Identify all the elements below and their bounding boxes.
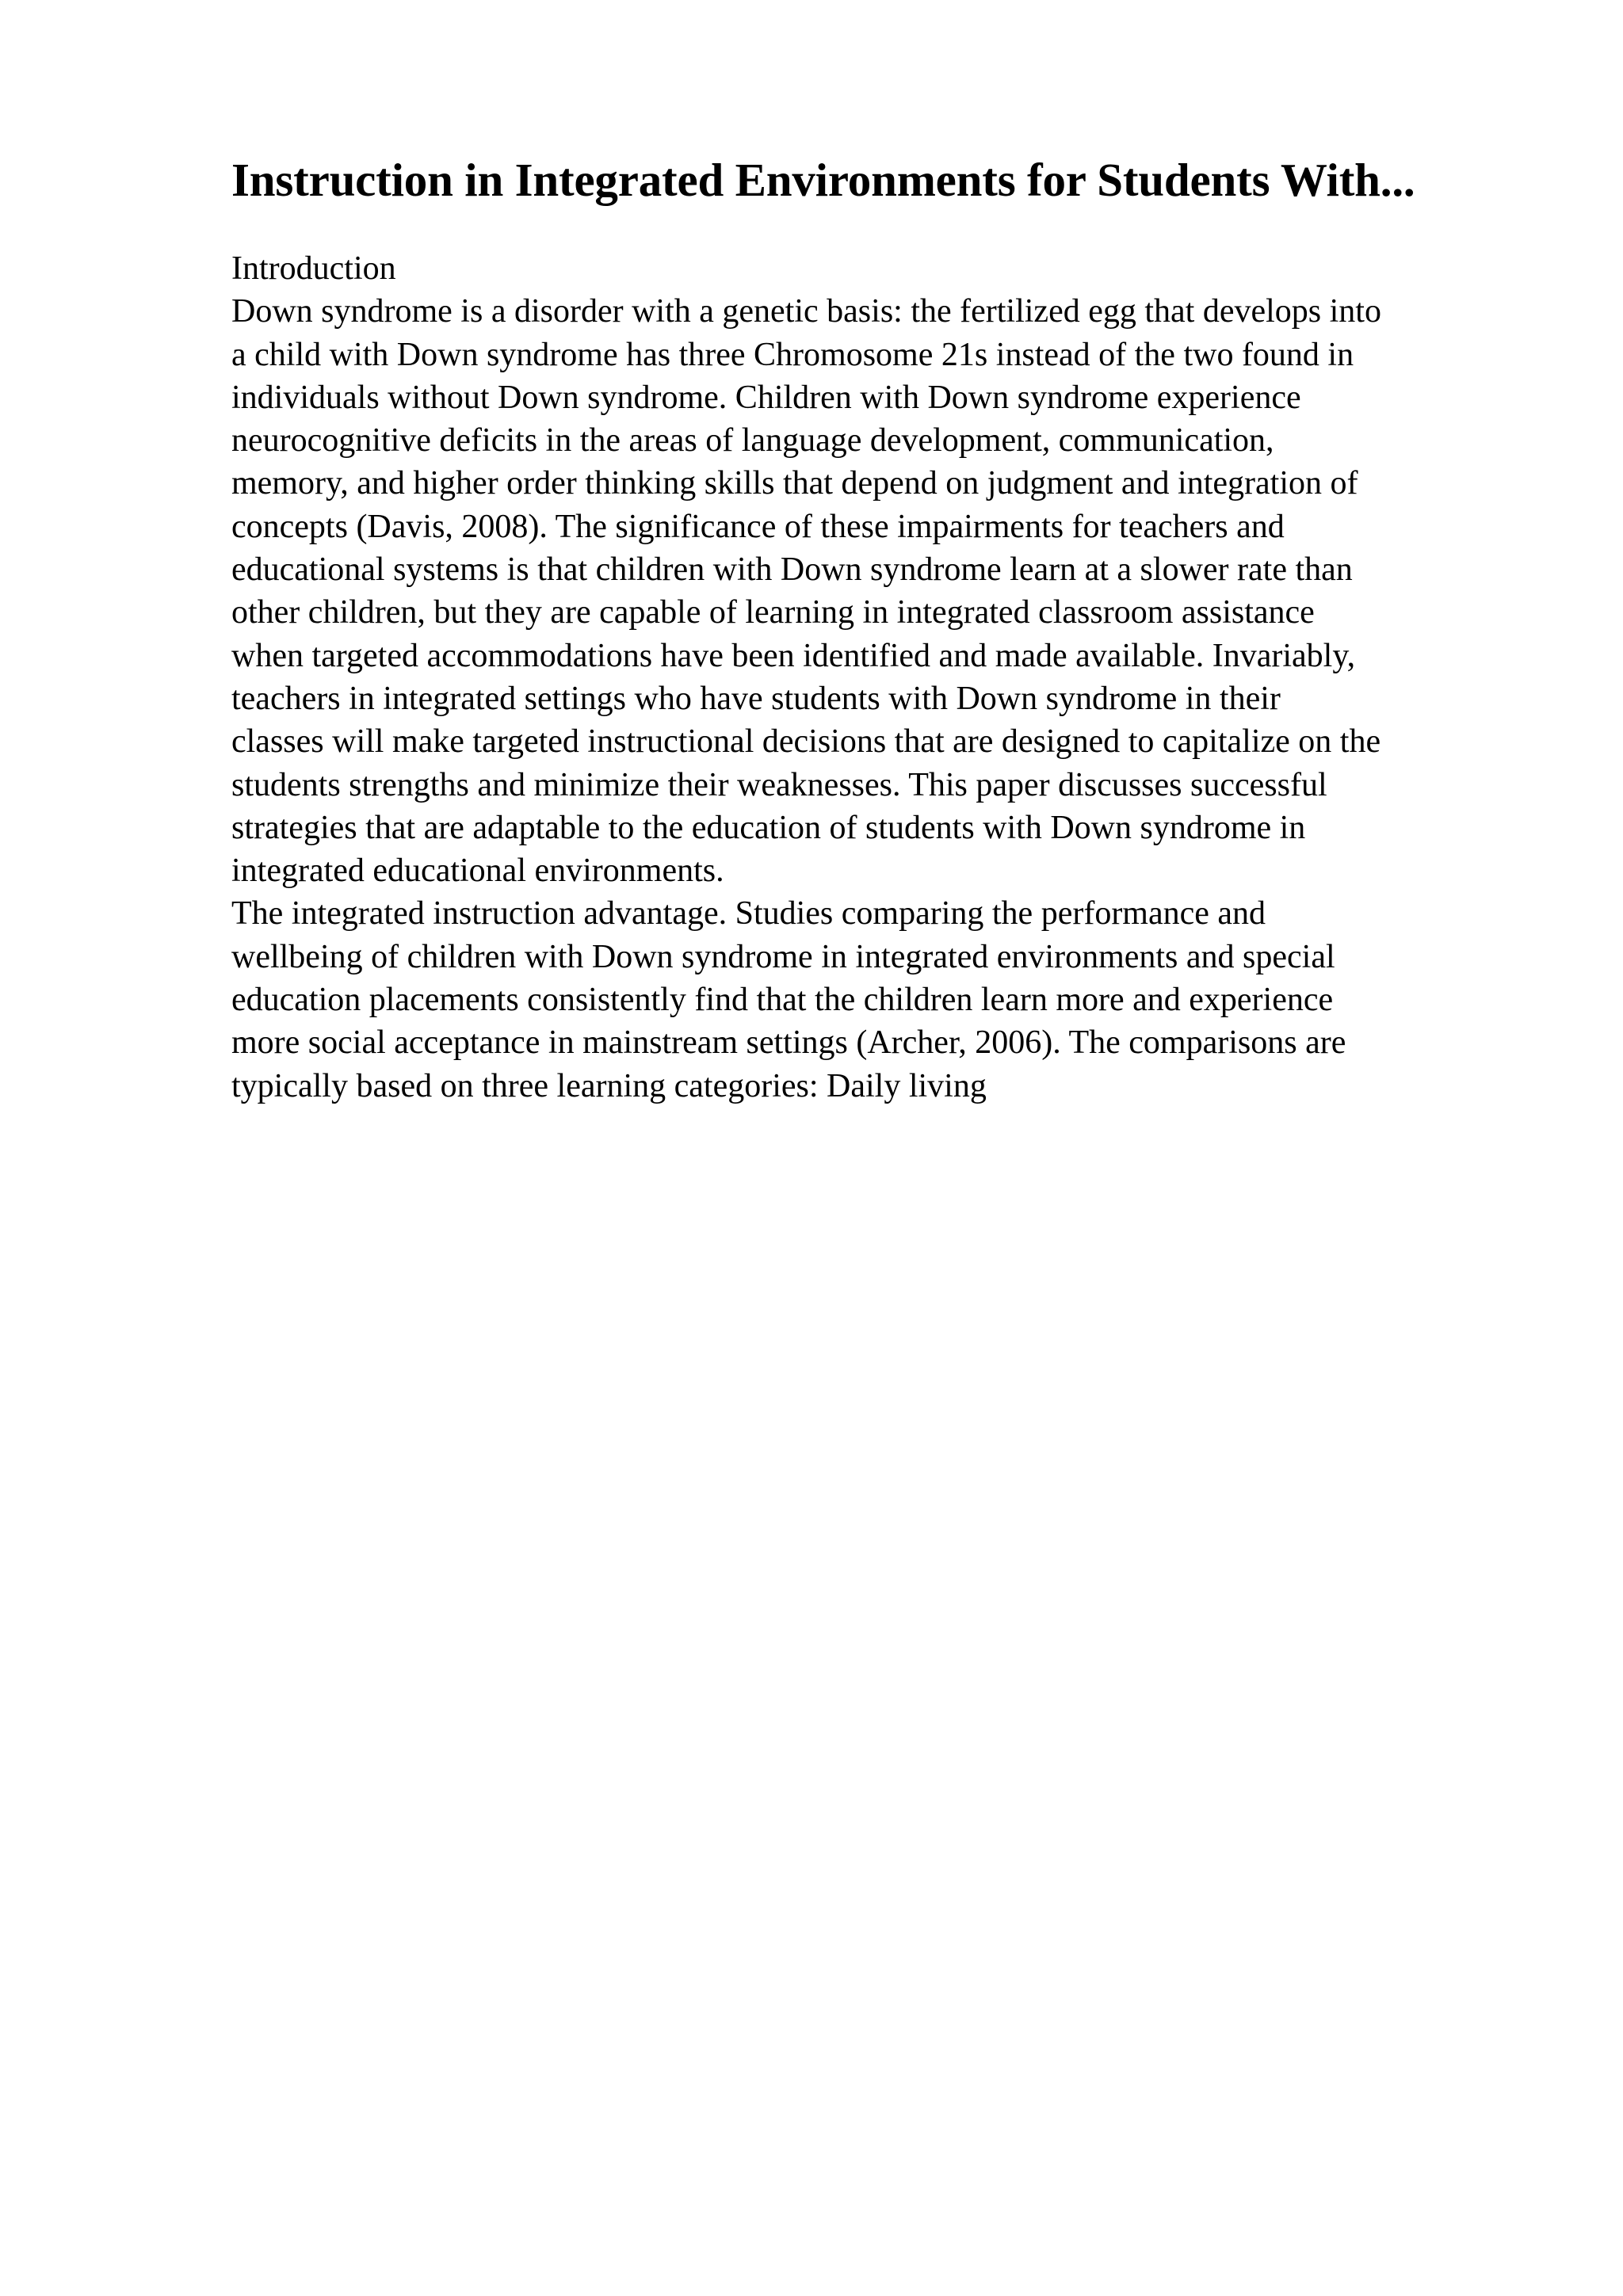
body-line: a child with Down syndrome has three Chromosome 21s instead of the two found in [231, 336, 1354, 373]
body-line: individuals without Down syndrome. Children with Down syndrome experience [231, 379, 1301, 416]
body-line: when targeted accommodations have been identified and made available. Invariably, [231, 637, 1356, 674]
body-line: more social acceptance in mainstream settings (Archer, 2006). The comparisons are [231, 1024, 1346, 1062]
body-line: education placements consistently find that the children learn more and experience [231, 982, 1334, 1019]
body-line: teachers in integrated settings who have students with Down syndrome in their [231, 680, 1281, 717]
body-line: memory, and higher order thinking skills that depend on judgment and integration of [231, 465, 1358, 502]
body-line: classes will make targeted instructional decisions that are designed to capitalize on the [231, 723, 1381, 761]
body-line: educational systems is that children with Down syndrome learn at a slower rate than [231, 551, 1353, 589]
body-line: integrated educational environments. [231, 852, 724, 890]
section-heading-introduction: Introduction [231, 250, 396, 287]
body-line: students strengths and minimize their weaknesses. This paper discusses successful [231, 766, 1327, 803]
body-line: neurocognitive deficits in the areas of language development, communication, [231, 422, 1274, 460]
body-line: The integrated instruction advantage. Studies comparing the performance and [231, 895, 1266, 933]
document-body [231, 247, 1579, 1108]
body-line: strategies that are adaptable to the education of students with Down syndrome in [231, 809, 1306, 846]
body-line: other children, but they are capable of learning in integrated classroom assistance [231, 594, 1315, 631]
body-line: concepts (Davis, 2008). The significance of these impairments for teachers and [231, 508, 1285, 545]
body-line: typically based on three learning categories: Daily living [231, 1067, 987, 1104]
body-line: Down syndrome is a disorder with a genetic basis: the fertilized egg that develops into [231, 293, 1381, 330]
document-title: Instruction in Integrated Environments for Students With... [231, 154, 1415, 206]
body-line: wellbeing of children with Down syndrome in integrated environments and special [231, 938, 1335, 975]
